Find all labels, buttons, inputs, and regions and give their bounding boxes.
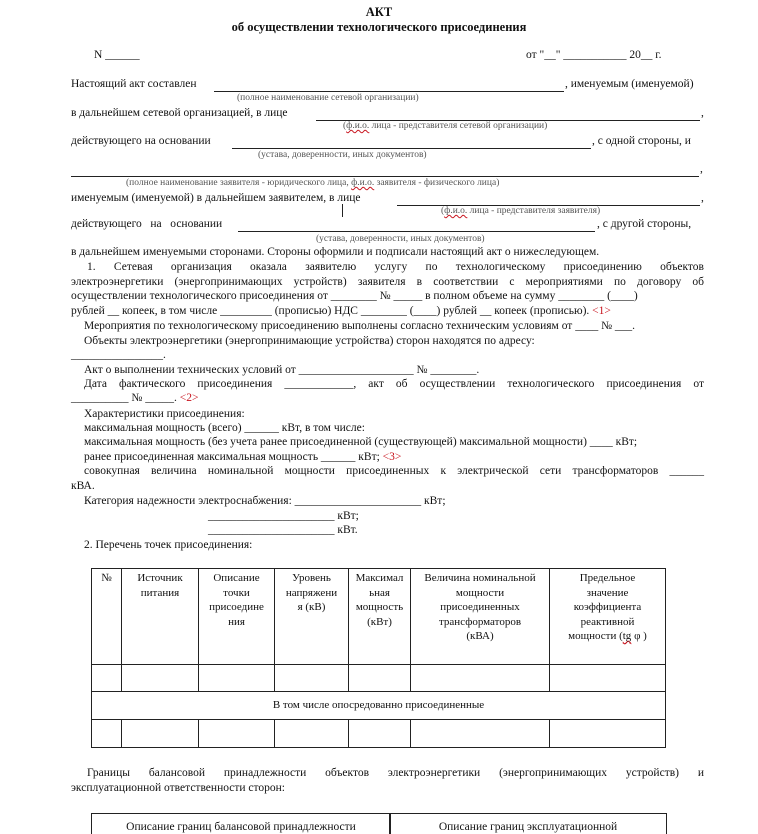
p1-line9: Дата фактического присоединения ____________, акт об осуществлении технологического присоединения от [84,378,704,390]
p1-line5: Мероприятия по технологическому присоединению выполнены согласно техническим условиям от ____ № ___. [84,320,636,332]
footnote-ref-1[interactable]: <1> [592,305,611,317]
chars-transformers: совокупная величина номинальной мощности присоединенных к электрической сети трансформаторов ______ [84,465,704,477]
table-cell[interactable] [122,720,199,748]
hint-applicant-representative: (ф.и.о. лица - представителя заявителя) [441,206,601,216]
intro-line3-end: , с одной стороны, и [592,135,691,147]
table-cell[interactable] [411,665,550,692]
section3-line1: Границы балансовой принадлежности объектов электроэнергетики (энергопринимающих устройств) и [87,767,704,779]
table-cell[interactable] [92,665,122,692]
p1-line4: рублей __ копеек, в том числе _________ (прописью) НДС ________ (____) рублей __ копеек (прописью). <1> [71,305,611,317]
applicant-basis-field[interactable] [238,231,595,232]
text-cursor [342,204,343,217]
intro-line1-end: , именуемым (именуемой) [565,78,694,90]
chars-max-power-new: максимальная мощность (без учета ранее присоединенной (существующей) максимальной мощности) ____ кВт; [84,436,638,448]
chars-prev-power: ранее присоединенная максимальная мощность ______ кВт; <3> [84,451,402,463]
col-transformer-power: Величина номинальной мощности присоединенных трансформаторов (кВА) [411,569,550,665]
col-max-power: Максимал ьная мощность (кВт) [349,569,411,665]
chars-reliability-3: ______________________ кВт. [208,524,358,536]
p1-line3: осуществлении технологического присоединения от ________ № _____ в полном объеме на сумму ________ (____) [71,290,638,302]
p1-line8: Акт о выполнении технических условий от ____________________ № ________. [84,364,480,376]
network-org-name-field[interactable] [214,91,564,92]
act-number: N ______ [94,49,140,61]
act-date: от "__" ___________ 20__ г. [526,49,662,61]
hint-network-basis: (устава, доверенности, иных документов) [258,150,427,160]
table-cell[interactable] [349,665,411,692]
intro-line1-start: Настоящий акт составлен [71,78,197,90]
section3-line2: эксплуатационной ответственности сторон: [71,782,285,794]
p1-line1: 1. Сетевая организация оказала заявителю услугу по технологическому присоединению объектов [87,261,704,273]
hint-network-representative: (ф.и.о. лица - представителя сетевой организации) [343,121,548,131]
table-cell[interactable] [122,665,199,692]
table-cell[interactable] [275,665,349,692]
p1-address-field[interactable]: ________________. [71,349,166,361]
table-row[interactable] [92,665,666,692]
chars-kva: кВА. [71,480,95,492]
applicant-name-field[interactable] [71,176,699,177]
boundaries-col2-header: Описание границ эксплуатационной [438,821,618,833]
doc-title: АКТ [365,5,393,19]
intro-line2-start: в дальнейшем сетевой организацией, в лице [71,107,288,119]
boundaries-col1-header: Описание границ балансовой принадлежности [126,821,356,833]
chars-reliability: Категория надежности электроснабжения: ______________________ кВт; [84,495,446,507]
table-cell[interactable] [550,665,666,692]
intro-line6-start: действующего на основании [71,218,223,230]
col-point-description: Описание точки присоедине ния [199,569,275,665]
p1-line2: электроэнергетики (энергопринимающих устройств) заявителя в соответствии с мероприятиями по договору об [71,276,704,288]
table-cell[interactable] [411,720,550,748]
footnote-ref-3[interactable]: <3> [382,451,402,463]
connection-points-table [91,568,666,748]
footnote-ref-2[interactable]: <2> [179,392,199,404]
table-row[interactable] [92,720,666,748]
intro-line7: в дальнейшем именуемыми сторонами. Стороны оформили и подписали настоящий акт о нижеследующем. [71,246,600,258]
chars-reliability-2: ______________________ кВт; [208,510,359,522]
table-cell[interactable] [349,720,411,748]
intro-line6-end: , с другой стороны, [597,218,692,230]
intro-line3-start: действующего на основании [71,135,211,147]
p1-line6: Объекты электроэнергетики (энергопринимающие устройства) сторон находятся по адресу: [84,335,535,347]
intro-line2-end: , [701,107,704,119]
indirect-connections-heading: В том числе опосредованно присоединенные [92,692,666,720]
chars-heading: Характеристики присоединения: [84,408,245,420]
table-header-row [92,569,666,665]
network-basis-field[interactable] [232,148,591,149]
table-cell[interactable] [92,720,122,748]
col-voltage: Уровень напряжени я (кВ) [275,569,349,665]
table-subheading-row [92,692,666,720]
hint-applicant-name: (полное наименование заявителя - юридического лица, ф.и.о. заявителя - физического лица) [126,178,500,188]
hint-network-org: (полное наименование сетевой организации) [237,93,419,103]
table-cell[interactable] [199,665,275,692]
hint-applicant-basis: (устава, доверенности, иных документов) [316,234,485,244]
doc-subtitle: об осуществлении технологического присоединения [231,20,527,34]
intro-line4-end: , [700,163,703,175]
section2-title: 2. Перечень точек присоединения: [84,539,253,551]
col-number: № [92,569,122,665]
intro-line5-end: , [701,192,704,204]
table-cell[interactable] [275,720,349,748]
table-cell[interactable] [550,720,666,748]
table-cell[interactable] [199,720,275,748]
chars-max-power: максимальная мощность (всего) ______ кВт, в том числе: [84,422,365,434]
p1-line10: __________ № _____. <2> [71,392,199,404]
col-power-source: Источник питания [122,569,199,665]
col-reactive-power: Предельное значение коэффициента реактивной мощности (tg φ ) [550,569,666,665]
intro-line5-start: именуемым (именуемой) в дальнейшем заявителем, в лице [71,192,361,204]
